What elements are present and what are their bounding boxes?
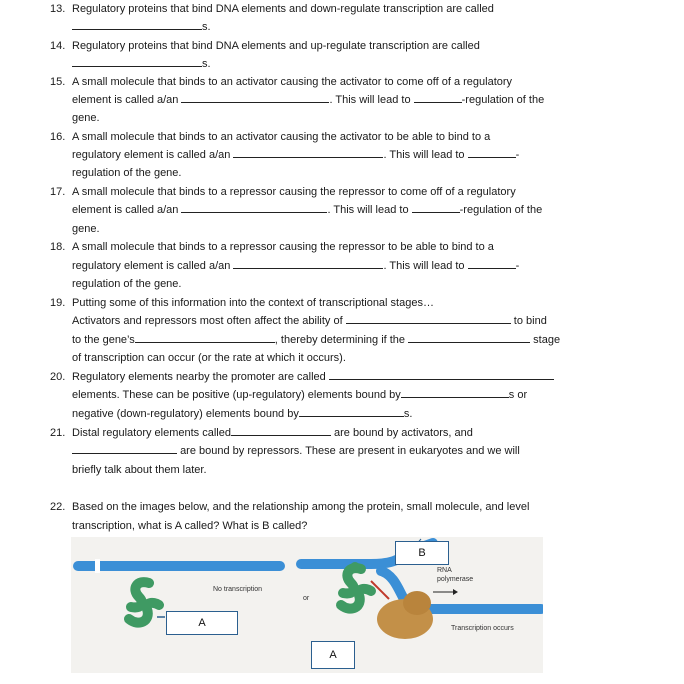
question-16-line-2 [72,146,519,165]
question-text: Activators and repressors most often affect the ability of [72,315,343,327]
question-text: regulatory element is called a/an [72,149,231,161]
answer-blank[interactable] [72,18,202,30]
question-text: s or [508,389,528,401]
activator-protein-right [341,568,371,609]
answer-blank[interactable] [233,257,383,269]
question-number: 20. [50,371,66,383]
question-19-line-2 [72,312,547,331]
answer-blank[interactable] [468,257,516,269]
question-text: Putting some of this information into the context of transcriptional stages… [72,297,434,309]
question-number: 21. [50,427,66,439]
question-13-answer-line [72,18,211,37]
question-15-line-2 [72,91,544,110]
question-17-line-3: gene. [72,223,100,235]
or-caption: or [303,595,310,602]
label-box-a-right: A [311,641,355,669]
question-20-line-2 [72,386,527,405]
label-box-a-left: A [166,611,238,635]
dna-strand-left [73,561,285,571]
question-number: 17. [50,186,66,198]
question-14-answer-line [72,55,211,74]
question-text: -regulation of the [461,94,545,106]
answer-blank[interactable] [233,146,383,158]
rna-polymerase-caption-line-1: RNA [437,567,452,574]
answer-blank[interactable] [468,146,516,158]
question-19-line-4: of transcription can occur (or the rate at which it occurs). [72,352,346,364]
question-20-line-3 [72,405,412,424]
question-text: stage [533,334,561,346]
question-text: - [515,260,520,272]
question-number: 18. [50,241,66,253]
sentence-end: s. [202,21,211,33]
small-molecule [350,562,360,572]
question-text: are bound by activators, and [334,427,473,439]
answer-blank[interactable] [181,91,329,103]
question-number: 15. [50,76,66,88]
answer-blank[interactable] [329,368,554,380]
rna-polymerase-lobe [403,591,431,615]
sentence-end: s. [202,58,211,70]
question-text: are bound by repressors. These are present in eukaryotes and we will [180,445,520,457]
question-19-line-3 [72,331,560,350]
answer-blank[interactable] [408,331,530,343]
transcription-figure [71,537,543,673]
label-box-b: B [395,541,449,565]
question-text [72,424,473,443]
question-text: element is called a/an [72,94,179,106]
question-text: Regulatory elements nearby the promoter are called [72,371,326,383]
question-18-line-2 [72,257,519,276]
answer-blank[interactable] [231,424,331,436]
question-text: A small molecule that binds to a repressor causing the repressor to come off of a regulatory [72,186,516,198]
dna-marker [95,559,100,573]
answer-blank[interactable] [181,201,327,213]
question-text: negative (down-regulatory) elements bound by [72,408,299,420]
question-text: A small molecule that binds to an activator causing the activator to come off of a regulatory [72,76,513,88]
question-number: 16. [50,131,66,143]
question-number: 13. [50,3,66,15]
question-text: element is called a/an [72,204,179,216]
question-18-line-3: regulation of the gene. [72,278,182,290]
question-number: 14. [50,40,66,52]
question-text: A small molecule that binds to an activator causing the activator to be able to bind to a [72,131,491,143]
question-text: s. [403,408,413,420]
question-number: 19. [50,297,66,309]
question-text: to the gene’s [72,334,135,346]
question-text: . This will lead to [383,260,465,272]
no-transcription-caption: No transcription [213,586,263,593]
answer-blank[interactable] [412,201,460,213]
question-text: Regulatory proteins that bind DNA elements and up-regulate transcription are called [72,40,480,52]
question-text: -regulation of the [459,204,543,216]
question-text: elements. These can be positive (up-regulatory) elements bound by [72,389,401,401]
answer-blank[interactable] [401,386,509,398]
answer-blank[interactable] [135,331,275,343]
question-text: . This will lead to [329,94,411,106]
repressor-protein-left [129,582,159,623]
question-21-line-2 [72,442,520,461]
question-text: Based on the images below, and the relationship among the protein, small molecule, and level [72,501,530,513]
polymerase-arrowhead [453,589,458,595]
question-text: . This will lead to [327,204,409,216]
answer-blank[interactable] [72,442,177,454]
question-17-line-2 [72,201,542,220]
question-text: to bind [513,315,547,327]
question-text [72,368,554,387]
question-text: . This will lead to [383,149,465,161]
answer-blank[interactable] [414,91,462,103]
question-text: - [515,149,520,161]
question-15-line-3: gene. [72,112,100,124]
question-text: , thereby determining if the [274,334,406,346]
rna-polymerase-caption-line-2: polymerase [437,576,474,583]
question-21-line-3: briefly talk about them later. [72,464,207,476]
figure-illustration [71,537,543,673]
question-16-line-3: regulation of the gene. [72,167,182,179]
question-text: Distal regulatory elements called [72,427,231,439]
transcription-occurs-caption: Transcription occurs [451,625,514,632]
question-22-line-2: transcription, what is A called? What is B called? [72,520,308,532]
question-text: Regulatory proteins that bind DNA elements and down-regulate transcription are called [72,3,494,15]
question-text: A small molecule that binds to a repressor causing the repressor to be able to bind to a [72,241,494,253]
question-text: regulatory element is called a/an [72,260,231,272]
answer-blank[interactable] [299,405,404,417]
answer-blank[interactable] [72,55,202,67]
question-number: 22. [50,501,66,513]
answer-blank[interactable] [346,312,511,324]
